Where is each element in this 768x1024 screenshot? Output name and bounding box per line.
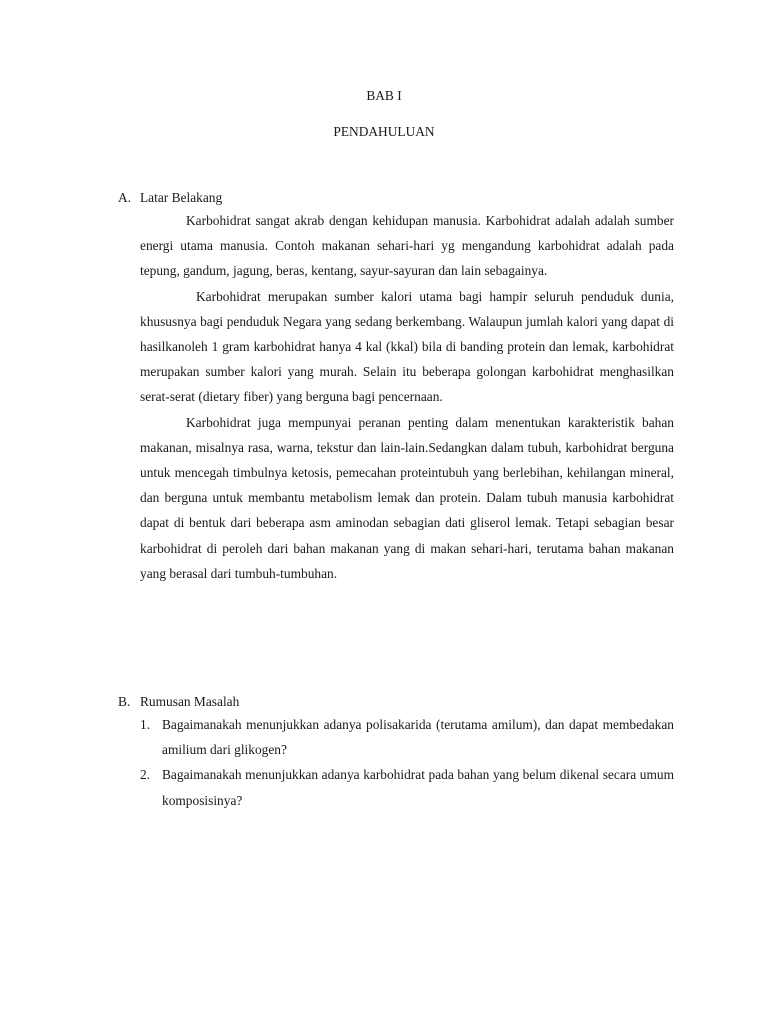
list-item-text: Bagaimanakah menunjukkan adanya polisakarida (terutama amilum), dan dapat membedakan amilium dari glikogen? <box>162 717 674 758</box>
paragraph-2: Karbohidrat merupakan sumber kalori utama bagi hampir seluruh penduduk dunia, khususnya bagi penduduk Negara yang sedang berkembang. Walaupun jumlah kalori yang dapat di hasilkanoleh 1 gram karbohidrat hanya 4 kal (kkal) bila di banding protein dan lemak, karbohidrat merupakan sumber kalori yang murah. Selain itu beberapa golongan karbohidrat menghasilkan serat-serat (dietary fiber) yang berguna bagi pencernaan. <box>140 288 674 405</box>
chapter-title: PENDAHULUAN <box>333 124 435 139</box>
list-item-number: 1. <box>140 717 151 732</box>
list-item-text: Bagaimanakah menunjukkan adanya karbohidrat pada bahan yang belum dikenal secara umum komposisinya? <box>162 767 674 808</box>
list-item <box>140 712 674 762</box>
section-b-heading <box>118 689 239 714</box>
section-b-title: Rumusan Masalah <box>140 694 240 709</box>
paragraph-3: Karbohidrat juga mempunyai peranan penting dalam menentukan karakteristik bahan makanan, misalnya rasa, warna, tekstur dan lain-lain.Sedangkan dalam tubuh, karbohidrat berguna untuk mencegah timbulnya ketosis, pemecahan proteintubuh yang berlebihan, kehilangan mineral, dan berguna untuk membantu metabolism lemak dan protein. Dalam tubuh manusia karbohidrat dapat di bentuk dari beberapa asm aminodan sebagian dati gliserol lemak. Tetapi sebagian besar karbohidrat di peroleh dari bahan makanan yang di makan sehari-hari, terutama bahan makanan yang berasal dari tumbuh-tumbuhan. <box>140 414 674 581</box>
section-a-heading <box>118 185 222 210</box>
paragraph-1: Karbohidrat sangat akrab dengan kehidupan manusia. Karbohidrat adalah adalah sumber energi utama manusia. Contoh makanan sehari-hari yg mengandung karbohidrat adalah pada tepung, gandum, jagung, beras, kentang, sayur-sayuran dan lain sebagainya. <box>140 213 674 279</box>
chapter-number: BAB I <box>366 88 402 103</box>
section-a-letter: A. <box>118 190 132 205</box>
list-item-number: 2. <box>140 767 151 783</box>
list-item <box>140 762 674 812</box>
problem-list <box>140 712 674 813</box>
section-a-title: Latar Belakang <box>140 190 223 205</box>
section-a-body <box>140 208 674 586</box>
section-b-letter: B. <box>118 694 131 709</box>
